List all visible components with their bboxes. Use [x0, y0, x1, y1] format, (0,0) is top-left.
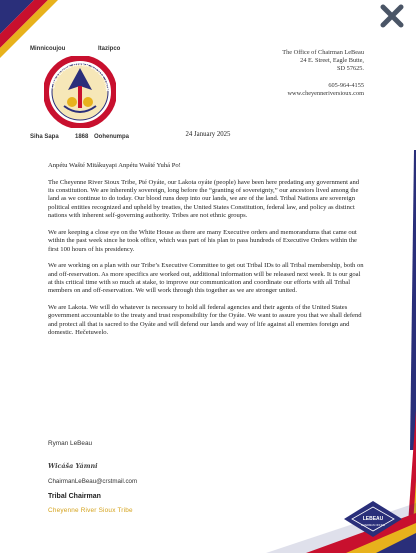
letter-paragraph: The Cheyenne River Sioux Tribe, Pté Oyáte, our Lakota oyáte (people) have been here predating any government and its constitution. We are inherently sovereign, long before the “granting of sovereignty,” our ancestors lived among the land as we continue to do today. Our blood runs deep into our lands, we are of the land. Tribal Nations are sovereign political entities recognized and upheld by treaties, the United States Constitution, federal law, and policy as distinct nations with inherent self-governing authority. Tribes are not ethnic groups.	[48, 178, 360, 220]
signer-lakota-name: Wicáša Yámni	[48, 462, 98, 470]
letter-body	[48, 162, 366, 346]
seal-label-bottom-right: Oohenumpa	[94, 134, 130, 140]
svg-text:CHEYENNE RIVER SIOUX TRIBE: CHEYENNE RIVER SIOUX TRIB	[50, 61, 111, 92]
letter-paragraph: We are Lakota. We will do whatever is necessary to hold all federal agencies and their agents of the United States government accountable to the treaty and trust responsibility for the Oyáte. We want to assure you that we shall defend and protect all that is sacred to the Oyáte and will defend our lands and way of life against all enemies foreign and domestic. Hečetuwelo.	[48, 304, 362, 337]
close-x-icon[interactable]	[378, 2, 406, 30]
seal-label-top-left: Minnicoujou	[30, 46, 66, 52]
signer-title: Tribal Chairman	[48, 493, 101, 500]
office-address	[282, 49, 364, 98]
address-street: 24 E. Street, Eagle Butte,	[300, 57, 364, 65]
address-city: SD 57625.	[337, 65, 364, 73]
address-office: The Office of Chairman LeBeau	[282, 49, 364, 56]
letter-paragraph: We are working on a plan with our Tribe’s Executive Committee to get out Tribal IDs to all Tribal membership, both on and off-reservation. As more specifics are worked out, additional information will be released next week. It is our goal at this critical time with so much at stake, to improve our communication and coordinate our efforts with all Tribal members on and off-reservation. We will work through this together as we are stronger united.	[48, 262, 364, 295]
svg-text:CHAIRMAN OFFICE: CHAIRMAN OFFICE	[360, 524, 386, 527]
chairman-logo	[342, 499, 404, 539]
letter-greeting: Anpétu Wašté Mitákuyapi Anpétu Wašté Yuhá Po!	[48, 162, 181, 169]
address-phone: 605-964-4155	[328, 81, 364, 89]
letter-paragraph: We are keeping a close eye on the White House as there are many Executive orders and memorandums that came out within the past week since he took office, which was part of his plan to pass hundreds of Executive Orders within the first 100 hours of his presidency.	[48, 228, 357, 253]
signer-email[interactable]: ChairmanLeBeau@crstmail.com	[48, 478, 138, 485]
seal-ring-text	[44, 56, 116, 128]
seal-label-bottom-left: Siha Sapa	[30, 134, 59, 140]
svg-text:LEBEAU: LEBEAU	[362, 516, 384, 522]
signer-name: Ryman LeBeau	[48, 440, 93, 447]
seal-label-top-right: Itazipco	[98, 46, 121, 52]
signer-tribe: Cheyenne River Sioux Tribe	[48, 507, 133, 514]
letter-date: 24 January 2025	[185, 131, 231, 138]
seal-year: 1868	[75, 134, 89, 140]
address-website[interactable]: www.cheyenneriversioux.com	[287, 89, 364, 97]
